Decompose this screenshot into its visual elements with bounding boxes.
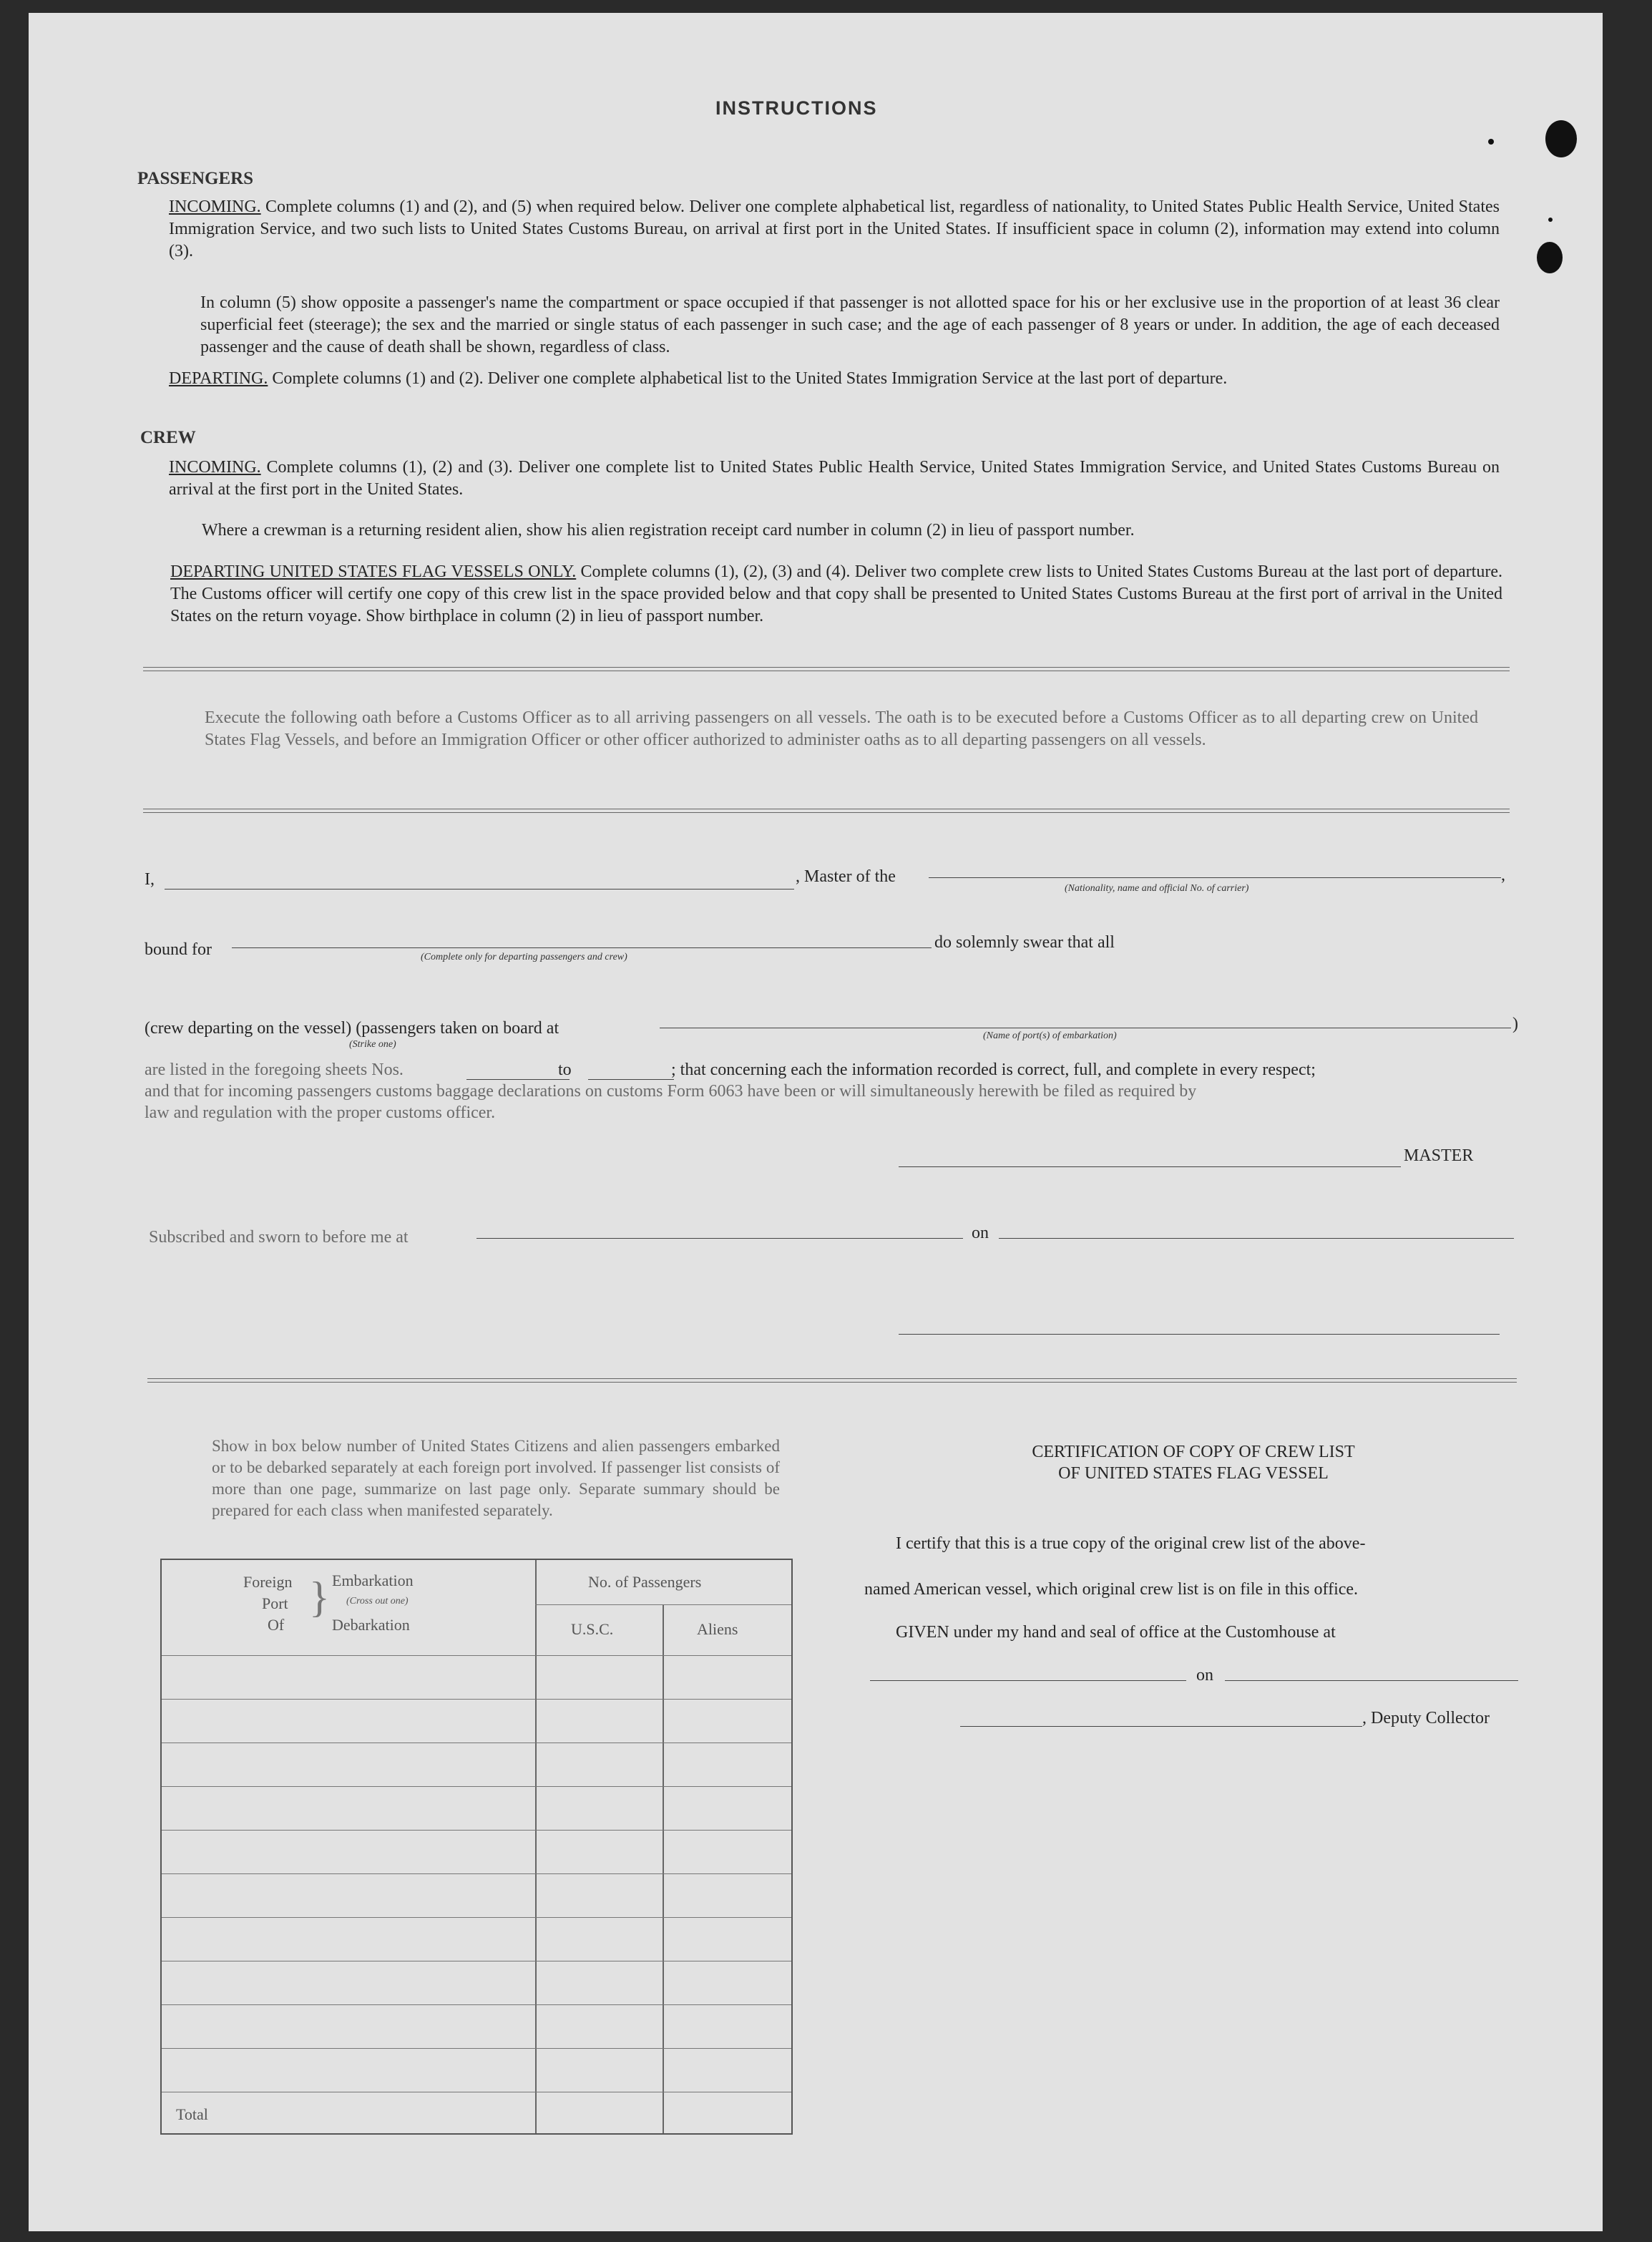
crew-incoming-paragraph <box>169 457 1500 501</box>
port-label: Port <box>262 1594 288 1612</box>
aliens-header: Aliens <box>697 1620 738 1638</box>
table-row <box>162 1873 791 1874</box>
table-row <box>162 1699 791 1700</box>
no-passengers-header: No. of Passengers <box>588 1573 702 1591</box>
sheet-to-field[interactable] <box>588 1079 674 1080</box>
crew-departing-paragraph <box>170 561 1502 628</box>
to-label: to <box>558 1061 572 1079</box>
certification-heading-line2: OF UNITED STATES FLAG VESSEL <box>1058 1464 1329 1483</box>
usc-header: U.S.C. <box>571 1620 614 1638</box>
summary-instruction: Show in box below number of United States Citizens and alien passengers embarked or to be debarked separately at each foreign port involved. If passenger list consists of more than one page, summarize on last page only. Separate summary should be prepared for each class when manifested separately. <box>212 1437 780 1519</box>
embarkation-paren: ) <box>1512 1015 1518 1033</box>
cross-out-caption: (Cross out one) <box>346 1596 409 1607</box>
master-label: MASTER <box>1404 1146 1474 1165</box>
table-row <box>162 2048 791 2049</box>
section-divider <box>143 809 1510 813</box>
passengers-column5-paragraph: In column (5) show opposite a passenger's name the compartment or space occupied if that passenger is not allotted space for his or her exclusive use in the proportion of at least 36 clear superficial feet (steerage); the sex and the married or single status of each passenger in such case; and the age of each passenger of 8 years or under. In addition, the age of each deceased passenger and the cause of death shall be shown, regardless of class. <box>200 293 1500 356</box>
passengers-heading: PASSENGERS <box>137 169 254 188</box>
oath-instruction-paragraph: Execute the following oath before a Customs Officer as to all arriving passengers on all vessels. The oath is to be executed before a Customs Officer as to all departing crew on United States Flag Vessels, and before an Immigration Officer or other officer authorized to administer oaths as to all departing passengers on all vessels. <box>205 708 1478 749</box>
subscribed-on-label: on <box>972 1224 989 1242</box>
section-divider <box>143 667 1510 671</box>
bound-for-caption: (Complete only for departing passengers and crew) <box>421 952 627 962</box>
deputy-collector-label: , Deputy Collector <box>1362 1709 1490 1727</box>
master-signature-field[interactable] <box>899 1166 1401 1167</box>
embarkation-label: Embarkation <box>332 1571 414 1589</box>
certification-text-line1: I certify that this is a true copy of the original crew list of the above- <box>896 1534 1366 1553</box>
passengers-incoming-paragraph <box>169 196 1500 263</box>
crew-departing-text: Complete columns (1), (2), (3) and (4). Deliver two complete crew lists to United States Customs Bureau at the last port of departure. The Customs officer will certify one copy of this crew list in the space provided below and that copy shall be presented to United States Customs Bureau at the first port of arrival in the United States on the return voyage. Show birthplace in column (2) in lieu of passport number. <box>170 562 1502 625</box>
table-row <box>162 2004 791 2005</box>
certification-given: GIVEN under my hand and seal of office at the Customhouse at <box>896 1623 1336 1642</box>
sheet-from-field[interactable] <box>466 1079 570 1080</box>
bound-for-label: bound for <box>145 940 212 959</box>
certification-heading-line1: CERTIFICATION OF COPY OF CREW LIST <box>1032 1443 1355 1461</box>
master-name-field[interactable] <box>165 889 794 890</box>
page-title: INSTRUCTIONS <box>715 97 878 119</box>
master-of-label: , Master of the <box>796 867 896 886</box>
debarkation-label: Debarkation <box>332 1616 410 1634</box>
carrier-field[interactable] <box>929 877 1501 878</box>
strike-one-caption: (Strike one) <box>349 1039 396 1050</box>
certification-on-label: on <box>1196 1666 1213 1685</box>
oath-statement-line3: law and regulation with the proper customs officer. <box>145 1103 496 1122</box>
table-row <box>162 1830 791 1831</box>
listed-sheets-label: are listed in the foregoing sheets Nos. <box>145 1061 404 1079</box>
table-row <box>162 1655 791 1656</box>
subscribed-label: Subscribed and sworn to before me at <box>149 1228 409 1247</box>
deputy-signature-field[interactable] <box>960 1726 1362 1727</box>
oath-statement-line1: ; that concerning each the information recorded is correct, full, and complete in every respect; <box>671 1061 1316 1079</box>
officer-signature-field[interactable] <box>899 1334 1500 1335</box>
form-page <box>29 13 1603 2231</box>
passengers-departing-paragraph <box>169 368 1507 390</box>
passengers-departing-lead: DEPARTING. <box>169 369 268 388</box>
passengers-incoming-text: Complete columns (1) and (2), and (5) when required below. Deliver one complete alphabetical list, regardless of nationality, to United States Public Health Service, United States Immigration Service, and two such lists to United States Customs Bureau, on arrival at first port in the United States. If insufficient space in column (2), information may extend into column (3). <box>169 198 1500 260</box>
crew-incoming-lead: INCOMING. <box>169 458 261 477</box>
brace-icon: } <box>309 1574 330 1621</box>
crew-incoming-text: Complete columns (1), (2) and (3). Deliver one complete list to United States Public Health Service, United States Immigration Service, and United States Customs Bureau on arrival at the first port in the United States. <box>169 458 1500 499</box>
subscribed-place-field[interactable] <box>476 1238 963 1239</box>
customhouse-place-field[interactable] <box>870 1680 1186 1681</box>
crew-departing-label: (crew departing on the vessel) (passengers taken on board at <box>145 1019 559 1038</box>
oath-statement-line2: and that for incoming passengers customs baggage declarations on customs Form 6063 have been or will simultaneously herewith be filed as required by <box>145 1082 1197 1101</box>
passengers-departing-text: Complete columns (1) and (2). Deliver one complete alphabetical list to the United States Immigration Service at the last port of departure. <box>272 369 1228 388</box>
passenger-summary-table <box>160 1559 793 2135</box>
table-row <box>162 1786 791 1787</box>
crew-heading: CREW <box>140 428 196 447</box>
of-label: Of <box>268 1616 285 1634</box>
carrier-comma: , <box>1501 866 1505 884</box>
section-divider <box>147 1378 1517 1383</box>
carrier-caption: (Nationality, name and official No. of carrier) <box>1065 883 1249 894</box>
ink-dot-mark <box>1548 218 1553 222</box>
subscribed-date-field[interactable] <box>999 1238 1514 1239</box>
bound-for-field[interactable] <box>232 947 932 948</box>
total-label: Total <box>176 2105 208 2123</box>
embarkation-caption: (Name of port(s) of embarkation) <box>983 1030 1117 1041</box>
ink-blot-mark <box>1537 242 1563 273</box>
ink-dot-mark <box>1488 139 1494 145</box>
certification-date-field[interactable] <box>1225 1680 1518 1681</box>
table-row <box>162 1917 791 1918</box>
crew-departing-lead: DEPARTING UNITED STATES FLAG VESSELS ONLY. <box>170 562 577 581</box>
foreign-label: Foreign <box>243 1573 293 1591</box>
swear-label: do solemnly swear that all <box>934 933 1115 952</box>
oath-i-label: I, <box>145 870 155 889</box>
ink-blot-mark <box>1545 120 1577 157</box>
passengers-incoming-lead: INCOMING. <box>169 198 261 216</box>
certification-text-line2: named American vessel, which original crew list is on file in this office. <box>864 1580 1359 1599</box>
crew-resident-paragraph: Where a crewman is a returning resident alien, show his alien registration receipt card number in column (2) in lieu of passport number. <box>202 521 1135 540</box>
